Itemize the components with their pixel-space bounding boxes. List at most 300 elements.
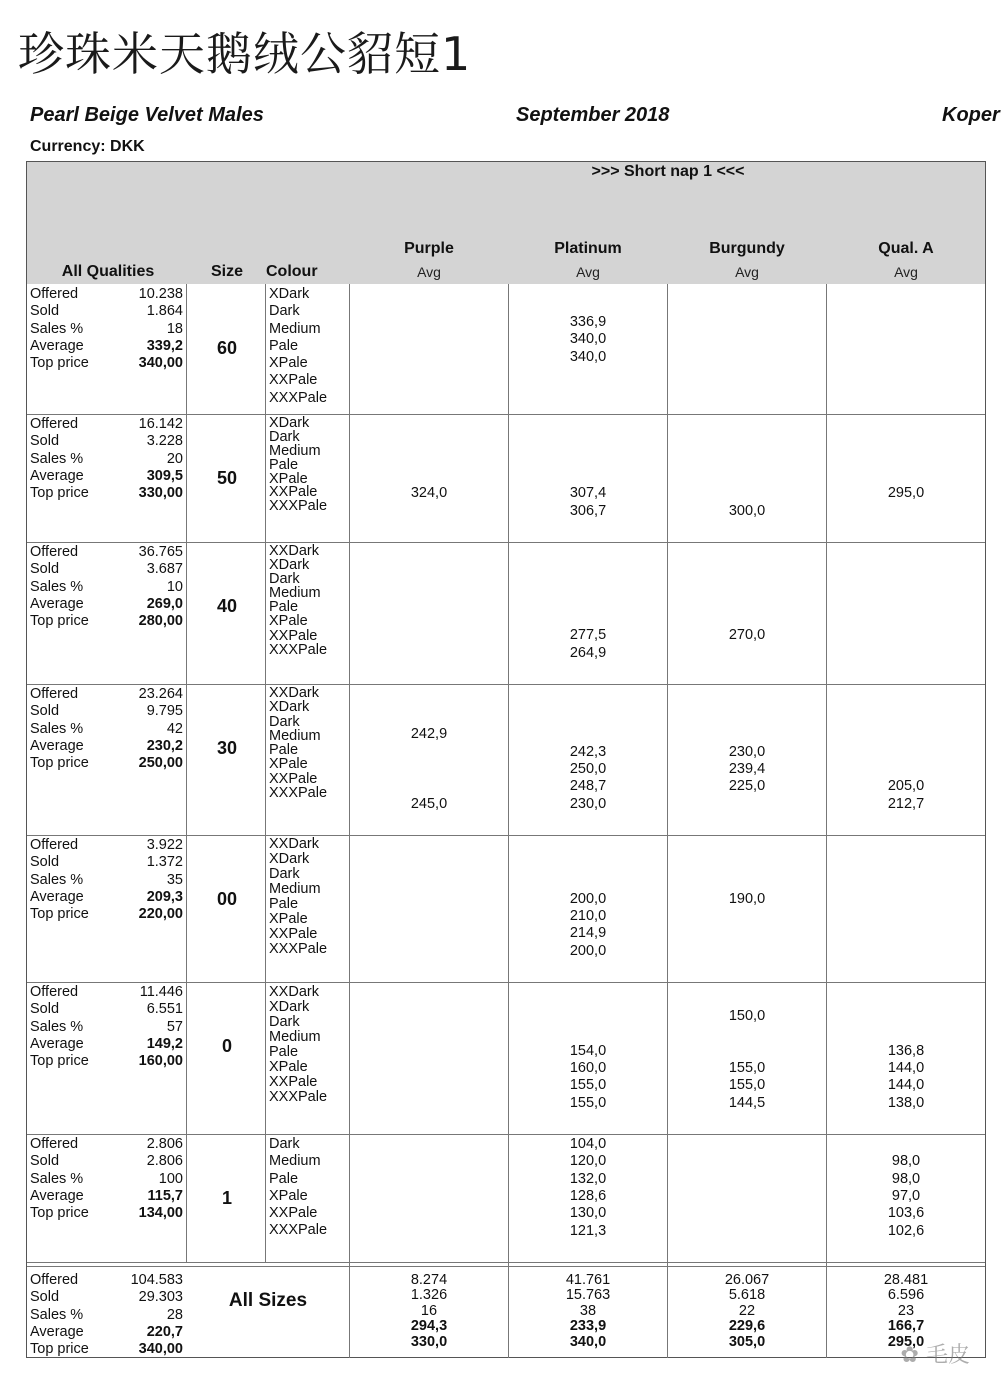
- price-value: [668, 575, 826, 592]
- price-value: [826, 541, 986, 558]
- price-value: [668, 1223, 826, 1240]
- stat-label: Average: [30, 888, 84, 905]
- stat-label: Average: [30, 737, 84, 754]
- price-value: 102,6: [887, 1222, 925, 1239]
- price-value: 230,0: [569, 795, 607, 812]
- price-value: [668, 991, 826, 1008]
- price-value: [508, 451, 668, 468]
- colour-item: XDark: [269, 286, 310, 302]
- price-value: 144,5: [728, 1094, 766, 1111]
- price-value: [350, 1223, 508, 1240]
- stat-label: Top price: [30, 755, 89, 772]
- colour-item: XXXPale: [269, 785, 328, 802]
- col-subheader-purple: Avg: [417, 264, 441, 280]
- watermark: ✿ 毛皮: [900, 1343, 970, 1368]
- colour-item: Pale: [269, 896, 299, 912]
- colour-item: Medium: [269, 727, 321, 744]
- price-value: [350, 349, 508, 366]
- price-value: 270,0: [728, 627, 766, 644]
- stat-value: 29.303: [138, 1289, 183, 1306]
- colour-item: Pale: [269, 337, 299, 354]
- report-date: September 2018: [516, 104, 670, 126]
- price-value: [350, 1095, 508, 1112]
- price-value: 155,0: [728, 1060, 766, 1077]
- price-value: [668, 1043, 826, 1060]
- price-value: [826, 575, 986, 592]
- stat-value: 10: [166, 578, 183, 595]
- price-value: [668, 796, 826, 813]
- stat-labels: [30, 544, 89, 630]
- price-value: [508, 593, 668, 610]
- total-value: 340,0: [569, 1333, 607, 1350]
- report-title: Pearl Beige Velvet Males: [30, 104, 264, 126]
- price-value: [668, 593, 826, 610]
- price-value: [826, 593, 986, 610]
- price-value: [350, 433, 508, 450]
- stat-labels: [30, 1136, 89, 1222]
- price-col-purple: [350, 1136, 508, 1240]
- colour-item: XXXPale: [269, 641, 328, 658]
- colour-item: XDark: [269, 415, 310, 431]
- price-col-purple: [350, 991, 508, 1112]
- stat-values: [100, 544, 183, 630]
- price-value: 250,0: [569, 761, 607, 778]
- price-value: [508, 610, 668, 627]
- stat-label: Average: [30, 337, 84, 354]
- price-value: [350, 645, 508, 662]
- price-value: [826, 908, 986, 925]
- colour-item: XXXPale: [269, 389, 328, 406]
- price-value: 98,0: [891, 1170, 921, 1187]
- price-value: [826, 709, 986, 726]
- price-value: [508, 575, 668, 592]
- stat-label: Top price: [30, 1341, 89, 1358]
- total-value: 295,0: [887, 1333, 925, 1350]
- colour-list: [269, 1136, 327, 1240]
- price-value: [350, 416, 508, 433]
- price-col-quala: [826, 416, 986, 520]
- report-location: Koper: [942, 104, 1000, 126]
- price-value: [826, 1008, 986, 1025]
- colour-item: Dark: [269, 713, 300, 730]
- grid-hline: [27, 1134, 985, 1135]
- price-value: [668, 468, 826, 485]
- stat-value: 104.583: [130, 1272, 183, 1288]
- price-value: [668, 856, 826, 873]
- stat-label: Sold: [30, 561, 60, 578]
- price-value: 225,0: [728, 778, 766, 795]
- stat-label: Offered: [30, 286, 79, 302]
- price-value: [668, 541, 826, 558]
- price-value: [668, 709, 826, 726]
- price-value: 128,6: [569, 1188, 607, 1205]
- stat-value: 6.551: [146, 1001, 183, 1018]
- stat-label: Sales %: [30, 320, 84, 337]
- price-value: 212,7: [887, 795, 925, 812]
- total-value: 38: [579, 1302, 597, 1319]
- stat-value: 250,00: [138, 755, 183, 772]
- price-value: [508, 416, 668, 433]
- price-col-purple: [350, 692, 508, 813]
- stat-value: 330,00: [138, 485, 183, 502]
- price-value: [668, 943, 826, 960]
- colour-item: Pale: [269, 742, 299, 759]
- colour-list: [269, 417, 327, 514]
- colour-item: XDark: [269, 699, 310, 716]
- colour-item: XPale: [269, 613, 308, 630]
- price-value: [508, 692, 668, 709]
- price-value: 200,0: [569, 942, 607, 959]
- price-value: [668, 1205, 826, 1222]
- col-header-qual-a: Qual. A: [878, 240, 934, 257]
- price-value: [350, 1153, 508, 1170]
- price-value: [350, 778, 508, 795]
- colour-item: XXPale: [269, 484, 318, 501]
- price-value: 121,3: [569, 1222, 607, 1239]
- price-value: 103,6: [887, 1205, 925, 1222]
- grid-hline: [27, 1266, 985, 1267]
- stat-value: 2.806: [146, 1153, 183, 1170]
- grid-vline: [186, 284, 187, 1262]
- stat-value: 230,2: [146, 737, 183, 754]
- total-value: 8.274: [410, 1272, 448, 1288]
- stat-value: 28: [166, 1306, 183, 1323]
- price-value: [508, 1008, 668, 1025]
- stat-label: Average: [30, 467, 84, 484]
- price-value: [668, 1136, 826, 1153]
- colour-item: Dark: [269, 428, 300, 445]
- stat-value: 2.806: [146, 1136, 183, 1152]
- stat-value: 18: [166, 320, 183, 337]
- price-value: [668, 1171, 826, 1188]
- price-value: [826, 468, 986, 485]
- price-value: [350, 891, 508, 908]
- stat-labels: [30, 286, 89, 372]
- price-value: [668, 349, 826, 366]
- stat-value: 269,0: [146, 595, 183, 612]
- price-value: [668, 331, 826, 348]
- stat-value: 220,00: [138, 906, 183, 923]
- stat-value: 35: [166, 871, 183, 888]
- colour-item: XPale: [269, 470, 308, 487]
- price-col-quala: [826, 1136, 986, 1240]
- colour-item: XXDark: [269, 836, 319, 852]
- price-value: [668, 366, 826, 383]
- stat-label: Sales %: [30, 1306, 84, 1323]
- price-value: [668, 873, 826, 890]
- price-value: [350, 451, 508, 468]
- total-value: 16: [420, 1302, 438, 1319]
- stat-label: Top price: [30, 485, 89, 502]
- stat-label: Sold: [30, 854, 60, 871]
- colour-item: XXXPale: [269, 1089, 328, 1105]
- price-value: [350, 610, 508, 627]
- stat-label: Top price: [30, 1053, 89, 1070]
- price-value: [668, 610, 826, 627]
- stat-label: Offered: [30, 837, 79, 853]
- price-value: [668, 383, 826, 400]
- price-value: [350, 839, 508, 856]
- price-value: [350, 1205, 508, 1222]
- col-header-platinum: Platinum: [554, 240, 622, 257]
- stat-values: [100, 686, 183, 772]
- price-value: [826, 1136, 986, 1153]
- price-value: [350, 468, 508, 485]
- col-subheader-burgundy: Avg: [735, 264, 759, 280]
- stat-value: 115,7: [147, 1187, 183, 1204]
- price-value: [508, 541, 668, 558]
- price-value: [508, 383, 668, 400]
- price-value: 97,0: [891, 1188, 921, 1205]
- price-value: [668, 1188, 826, 1205]
- stat-values: [100, 416, 183, 502]
- colour-item: XDark: [269, 557, 310, 574]
- price-value: 190,0: [728, 890, 766, 907]
- price-value: [350, 1077, 508, 1094]
- price-value: 210,0: [569, 908, 607, 925]
- colour-item: XDark: [269, 851, 310, 867]
- stat-label: Sales %: [30, 1170, 84, 1187]
- stat-label: Sold: [30, 1289, 60, 1306]
- price-value: 300,0: [728, 502, 766, 519]
- price-col-burgundy: [668, 839, 826, 960]
- stat-value: 57: [166, 1018, 183, 1035]
- price-value: [508, 400, 668, 417]
- stat-value: 9.795: [146, 703, 183, 720]
- price-value: [668, 1153, 826, 1170]
- price-value: [350, 925, 508, 942]
- price-value: 104,0: [569, 1136, 607, 1153]
- stat-label: Sales %: [30, 1018, 84, 1035]
- stat-value: 309,5: [146, 467, 183, 484]
- colour-list: [269, 686, 327, 800]
- price-value: [826, 627, 986, 644]
- colour-item: XXPale: [269, 1205, 318, 1222]
- price-value: 144,0: [887, 1060, 925, 1077]
- price-value: 155,0: [728, 1077, 766, 1094]
- colour-item: XPale: [269, 1059, 308, 1075]
- price-value: [350, 593, 508, 610]
- price-value: [508, 1025, 668, 1042]
- price-col-burgundy: [668, 692, 826, 813]
- stat-label: Sold: [30, 1153, 60, 1170]
- col-header-burgundy: Burgundy: [709, 240, 785, 257]
- price-value: [508, 433, 668, 450]
- price-value: [826, 891, 986, 908]
- totals-stat-values: [100, 1272, 183, 1358]
- stat-value: 1.372: [146, 854, 183, 871]
- price-value: 306,7: [569, 502, 607, 519]
- price-value: [826, 761, 986, 778]
- colour-item: XPale: [269, 756, 308, 773]
- size-label: 00: [216, 889, 238, 909]
- price-value: [350, 503, 508, 520]
- price-value: [508, 366, 668, 383]
- price-col-burgundy: [668, 541, 826, 662]
- price-value: [826, 503, 986, 520]
- price-value: [350, 383, 508, 400]
- colour-list: [269, 286, 327, 407]
- size-label: 1: [221, 1188, 232, 1208]
- colour-item: Medium: [269, 442, 321, 459]
- totals-label: All Sizes: [228, 1290, 308, 1311]
- stat-value: 160,00: [138, 1053, 183, 1070]
- stat-label: Top price: [30, 355, 89, 372]
- price-value: 264,9: [569, 644, 607, 661]
- colour-item: XXXPale: [269, 1222, 328, 1239]
- price-col-purple: [350, 558, 508, 662]
- colour-item: Pale: [269, 456, 299, 473]
- price-value: 155,0: [569, 1077, 607, 1094]
- price-value: 150,0: [728, 1008, 766, 1025]
- price-value: 242,3: [569, 743, 607, 760]
- colour-item: Dark: [269, 1014, 300, 1030]
- total-value: 26.067: [724, 1272, 770, 1288]
- stat-value: 3.922: [146, 837, 183, 853]
- price-value: [826, 856, 986, 873]
- colour-item: XXXPale: [269, 498, 328, 515]
- price-col-purple: [350, 416, 508, 520]
- price-value: [826, 943, 986, 960]
- price-col-burgundy: [668, 1136, 826, 1240]
- stat-label: Sales %: [30, 450, 84, 467]
- price-value: [668, 692, 826, 709]
- stat-value: 36.765: [138, 544, 183, 560]
- price-value: [350, 314, 508, 331]
- price-col-platinum: [508, 1136, 668, 1240]
- stat-label: Offered: [30, 416, 79, 432]
- price-value: [350, 1043, 508, 1060]
- grid-hline: [27, 835, 985, 836]
- totals-col-platinum: [508, 1273, 668, 1350]
- stat-value: 11.446: [139, 984, 183, 1000]
- stat-label: Top price: [30, 613, 89, 630]
- stat-value: 16.142: [138, 416, 183, 432]
- price-value: [826, 558, 986, 575]
- price-value: [668, 485, 826, 502]
- stat-label: Offered: [30, 1272, 79, 1288]
- colour-item: XPale: [269, 911, 308, 927]
- stat-label: Sales %: [30, 871, 84, 888]
- price-value: 132,0: [569, 1170, 607, 1187]
- colour-list: [269, 837, 327, 957]
- stat-value: 10.238: [138, 286, 183, 302]
- stat-value: 134,00: [138, 1205, 183, 1222]
- stat-label: Offered: [30, 984, 79, 1000]
- colour-item: Medium: [269, 881, 321, 897]
- stat-labels: [30, 416, 89, 502]
- stat-values: [100, 984, 183, 1070]
- stat-value: 220,7: [146, 1323, 183, 1340]
- price-value: [826, 726, 986, 743]
- price-value: 120,0: [569, 1153, 607, 1170]
- grid-hline: [27, 1262, 985, 1263]
- price-value: [668, 416, 826, 433]
- price-value: 307,4: [569, 485, 607, 502]
- price-col-quala: [826, 541, 986, 662]
- grid-hline: [27, 684, 985, 685]
- price-value: [350, 873, 508, 890]
- price-value: [350, 1171, 508, 1188]
- price-value: [668, 839, 826, 856]
- totals-col-burgundy: [668, 1273, 826, 1350]
- price-value: [350, 1060, 508, 1077]
- stat-label: Top price: [30, 1205, 89, 1222]
- price-value: [508, 726, 668, 743]
- price-value: [826, 366, 986, 383]
- col-subheader-platinum: Avg: [576, 264, 600, 280]
- stat-label: Sold: [30, 303, 60, 320]
- price-value: [668, 314, 826, 331]
- price-value: 98,0: [891, 1153, 921, 1170]
- size-label: 0: [221, 1036, 232, 1056]
- price-value: [668, 558, 826, 575]
- stat-label: Average: [30, 1035, 84, 1052]
- colour-item: Dark: [269, 866, 300, 882]
- price-value: 138,0: [887, 1094, 925, 1111]
- colour-item: Medium: [269, 1153, 321, 1170]
- price-value: [350, 331, 508, 348]
- price-value: [350, 627, 508, 644]
- stat-value: 23.264: [138, 686, 183, 702]
- price-value: [508, 873, 668, 890]
- page-title: 珍珠米天鹅绒公貂短1: [18, 27, 472, 81]
- stat-labels: [30, 984, 89, 1070]
- stat-label: Sold: [30, 703, 60, 720]
- price-value: 336,9: [569, 314, 607, 330]
- grid-hline: [27, 982, 985, 983]
- price-value: [668, 645, 826, 662]
- colour-item: Medium: [269, 1029, 321, 1045]
- price-value: [826, 451, 986, 468]
- price-value: [668, 433, 826, 450]
- total-value: 22: [738, 1302, 756, 1319]
- price-value: 324,0: [410, 485, 448, 502]
- price-value: 242,9: [410, 726, 448, 743]
- total-value: 28.481: [883, 1272, 929, 1288]
- price-value: [350, 1008, 508, 1025]
- price-value: [826, 744, 986, 761]
- colour-item: Pale: [269, 1170, 299, 1187]
- stat-label: Offered: [30, 1136, 79, 1152]
- price-value: [508, 468, 668, 485]
- price-value: [826, 1025, 986, 1042]
- price-value: 154,0: [569, 1042, 607, 1059]
- colour-item: XXPale: [269, 926, 318, 942]
- total-value: 305,0: [728, 1333, 766, 1350]
- price-col-platinum: [508, 541, 668, 662]
- price-value: [350, 575, 508, 592]
- price-value: [826, 331, 986, 348]
- size-label: 30: [216, 738, 238, 758]
- stat-label: Average: [30, 1323, 84, 1340]
- price-value: [826, 692, 986, 709]
- price-value: [668, 925, 826, 942]
- price-col-platinum: [508, 692, 668, 813]
- stat-label: Sales %: [30, 720, 84, 737]
- colour-list: [269, 985, 327, 1105]
- stat-labels: [30, 837, 89, 923]
- size-label: 40: [216, 596, 238, 616]
- price-value: [826, 839, 986, 856]
- price-value: [350, 1025, 508, 1042]
- colour-item: XXPale: [269, 627, 318, 644]
- stat-value: 3.687: [146, 561, 183, 578]
- colour-item: XPale: [269, 355, 308, 372]
- price-value: [508, 839, 668, 856]
- stat-value: 340,00: [138, 355, 183, 372]
- price-value: [350, 943, 508, 960]
